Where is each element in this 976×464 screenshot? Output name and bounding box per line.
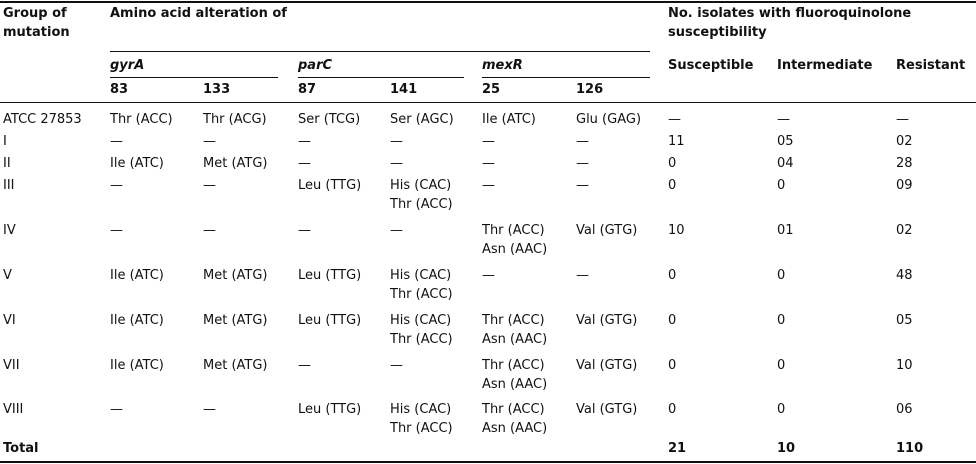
cell-gyrA-83: Ile (ATC) xyxy=(110,156,164,171)
cell-resistant: 02 xyxy=(896,223,913,238)
header-resistant: Resistant xyxy=(896,58,966,73)
position-133: 133 xyxy=(203,82,231,97)
total-label: Total xyxy=(3,441,39,456)
mexR-rule xyxy=(482,77,650,78)
cell-mexR-25: Ile (ATC) xyxy=(482,112,536,127)
cell-gyrA-133: Met (ATG) xyxy=(203,268,268,283)
cell-susceptible: 0 xyxy=(668,178,677,193)
total-resistant: 110 xyxy=(896,441,924,456)
cell-mexR-25: Thr (ACC) Asn (AAC) xyxy=(482,402,548,436)
cell-parC-87: Leu (TTG) xyxy=(298,402,362,417)
cell-mexR-126: — xyxy=(576,178,589,193)
cell-gyrA-83: Ile (ATC) xyxy=(110,268,164,283)
cell-gyrA-133: — xyxy=(203,134,216,149)
group-cell: II xyxy=(3,156,11,171)
cell-intermediate: 05 xyxy=(777,134,794,149)
cell-mexR-25: — xyxy=(482,134,495,149)
cell-intermediate: 0 xyxy=(777,313,786,328)
header-intermediate: Intermediate xyxy=(777,58,873,73)
group-cell: III xyxy=(3,178,15,193)
position-141: 141 xyxy=(390,82,418,97)
cell-parC-141: — xyxy=(390,358,403,373)
table-bottom-rule xyxy=(0,461,976,463)
cell-parC-87: — xyxy=(298,156,311,171)
cell-gyrA-83: — xyxy=(110,223,123,238)
cell-parC-141: His (CAC) Thr (ACC) xyxy=(390,268,453,302)
cell-susceptible: — xyxy=(668,112,681,127)
cell-mexR-25: Thr (ACC) Asn (AAC) xyxy=(482,313,548,347)
cell-intermediate: 04 xyxy=(777,156,794,171)
cell-mexR-25: — xyxy=(482,178,495,193)
cell-susceptible: 0 xyxy=(668,358,677,373)
gyrA-rule xyxy=(110,77,278,78)
cell-parC-141: Ser (AGC) xyxy=(390,112,454,127)
cell-gyrA-83: Ile (ATC) xyxy=(110,358,164,373)
position-126: 126 xyxy=(576,82,604,97)
cell-gyrA-133: — xyxy=(203,178,216,193)
cell-mexR-126: Val (GTG) xyxy=(576,223,638,238)
cell-mexR-25: — xyxy=(482,156,495,171)
cell-gyrA-83: — xyxy=(110,134,123,149)
group-cell: VIII xyxy=(3,402,24,417)
cell-intermediate: 0 xyxy=(777,402,786,417)
cell-resistant: — xyxy=(896,112,909,127)
cell-resistant: 02 xyxy=(896,134,913,149)
cell-parC-141: His (CAC) Thr (ACC) xyxy=(390,178,453,212)
cell-parC-87: — xyxy=(298,358,311,373)
position-25: 25 xyxy=(482,82,501,97)
header-group-of-mutation: Group of mutation xyxy=(3,6,70,40)
cell-susceptible: 0 xyxy=(668,402,677,417)
cell-intermediate: 0 xyxy=(777,178,786,193)
cell-susceptible: 10 xyxy=(668,223,685,238)
cell-gyrA-83: Ile (ATC) xyxy=(110,313,164,328)
cell-gyrA-133: Met (ATG) xyxy=(203,156,268,171)
cell-parC-141: — xyxy=(390,156,403,171)
parC-rule xyxy=(298,77,464,78)
cell-gyrA-83: — xyxy=(110,402,123,417)
cell-parC-141: His (CAC) Thr (ACC) xyxy=(390,313,453,347)
cell-intermediate: 01 xyxy=(777,223,794,238)
table-top-rule xyxy=(0,1,976,3)
header-fluoroquinolone-susceptibility: No. isolates with fluoroquinolone susceptibility xyxy=(668,6,912,40)
cell-resistant: 10 xyxy=(896,358,913,373)
cell-mexR-126: — xyxy=(576,156,589,171)
cell-parC-87: Leu (TTG) xyxy=(298,313,362,328)
cell-mexR-25: Thr (ACC) Asn (AAC) xyxy=(482,223,548,257)
header-bottom-rule xyxy=(0,102,976,103)
cell-gyrA-83: Thr (ACC) xyxy=(110,112,173,127)
gene-mexR: mexR xyxy=(482,58,523,73)
cell-resistant: 06 xyxy=(896,402,913,417)
position-83: 83 xyxy=(110,82,129,97)
cell-parC-87: Ser (TCG) xyxy=(298,112,361,127)
gene-gyrA: gyrA xyxy=(110,58,145,73)
cell-gyrA-133: Met (ATG) xyxy=(203,313,268,328)
total-susceptible: 21 xyxy=(668,441,687,456)
cell-parC-141: — xyxy=(390,134,403,149)
cell-gyrA-133: Thr (ACG) xyxy=(203,112,267,127)
cell-gyrA-133: — xyxy=(203,223,216,238)
cell-gyrA-133: Met (ATG) xyxy=(203,358,268,373)
cell-mexR-126: Val (GTG) xyxy=(576,358,638,373)
group-cell: I xyxy=(3,134,7,149)
group-cell: V xyxy=(3,268,12,283)
cell-parC-141: His (CAC) Thr (ACC) xyxy=(390,402,453,436)
cell-mexR-126: — xyxy=(576,134,589,149)
cell-parC-87: — xyxy=(298,223,311,238)
header-amino-acid-alteration: Amino acid alteration of xyxy=(110,6,287,21)
cell-resistant: 28 xyxy=(896,156,913,171)
cell-mexR-126: Val (GTG) xyxy=(576,313,638,328)
cell-mexR-126: Glu (GAG) xyxy=(576,112,642,127)
cell-intermediate: — xyxy=(777,112,790,127)
cell-mexR-25: — xyxy=(482,268,495,283)
cell-parC-141: — xyxy=(390,223,403,238)
cell-parC-87: Leu (TTG) xyxy=(298,268,362,283)
cell-susceptible: 0 xyxy=(668,313,677,328)
header-susceptible: Susceptible xyxy=(668,58,754,73)
alteration-span-rule xyxy=(110,51,650,52)
cell-susceptible: 11 xyxy=(668,134,685,149)
cell-mexR-25: Thr (ACC) Asn (AAC) xyxy=(482,358,548,392)
total-intermediate: 10 xyxy=(777,441,796,456)
cell-mexR-126: — xyxy=(576,268,589,283)
group-cell: VI xyxy=(3,313,16,328)
cell-susceptible: 0 xyxy=(668,156,677,171)
cell-parC-87: — xyxy=(298,134,311,149)
group-cell: IV xyxy=(3,223,16,238)
cell-intermediate: 0 xyxy=(777,268,786,283)
position-87: 87 xyxy=(298,82,317,97)
cell-mexR-126: Val (GTG) xyxy=(576,402,638,417)
cell-susceptible: 0 xyxy=(668,268,677,283)
cell-intermediate: 0 xyxy=(777,358,786,373)
cell-gyrA-83: — xyxy=(110,178,123,193)
cell-gyrA-133: — xyxy=(203,402,216,417)
cell-parC-87: Leu (TTG) xyxy=(298,178,362,193)
gene-parC: parC xyxy=(298,58,333,73)
cell-resistant: 05 xyxy=(896,313,913,328)
group-cell: VII xyxy=(3,358,20,373)
cell-resistant: 09 xyxy=(896,178,913,193)
group-cell: ATCC 27853 xyxy=(3,112,82,127)
cell-resistant: 48 xyxy=(896,268,913,283)
